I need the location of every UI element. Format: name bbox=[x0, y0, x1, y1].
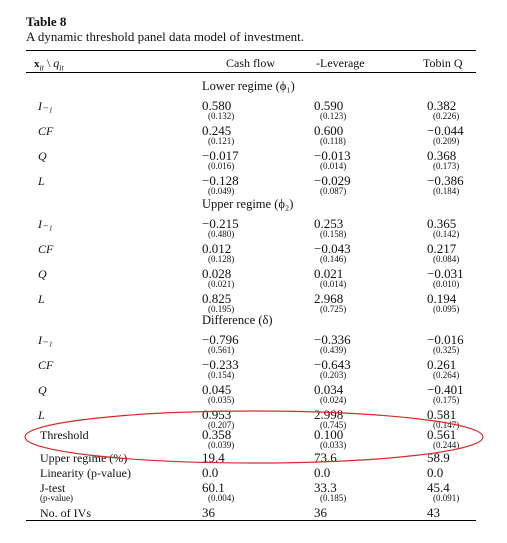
std-error: (0.049) bbox=[208, 186, 235, 196]
std-error: (0.132) bbox=[208, 111, 235, 121]
threshold-value: 0.100 bbox=[314, 427, 344, 442]
coef-value: −0.643 bbox=[314, 357, 351, 372]
threshold-se: (0.244) bbox=[433, 440, 460, 450]
jtest-sublabel: (p-value) bbox=[40, 493, 73, 503]
std-error: (0.014) bbox=[320, 279, 347, 289]
std-error: (0.016) bbox=[208, 161, 235, 171]
std-error: (0.325) bbox=[433, 345, 460, 355]
coef-value: 0.590 bbox=[314, 98, 344, 113]
coef-value: −0.013 bbox=[314, 148, 351, 163]
std-error: (0.226) bbox=[433, 111, 460, 121]
std-error: (0.087) bbox=[320, 186, 347, 196]
header-stub: $x_{it}$ \ $q_{it}$ bbox=[34, 56, 64, 73]
nivs-value: 43 bbox=[427, 505, 440, 520]
table-title: Table 8 bbox=[26, 14, 67, 29]
coef-value: −0.128 bbox=[202, 173, 239, 188]
coef-value: 0.953 bbox=[202, 407, 232, 422]
std-error: (0.561) bbox=[208, 345, 235, 355]
std-error: (0.207) bbox=[208, 420, 235, 430]
threshold-value: 0.358 bbox=[202, 427, 232, 442]
row-label: I₋₁ bbox=[38, 99, 53, 113]
coef-value: −0.401 bbox=[427, 382, 464, 397]
std-error: (0.175) bbox=[433, 395, 460, 405]
coef-value: −0.044 bbox=[427, 123, 464, 138]
coef-value: −0.043 bbox=[314, 241, 351, 256]
coef-value: 0.028 bbox=[202, 266, 232, 281]
jtest-se: (0.004) bbox=[208, 493, 235, 503]
jtest-se: (0.091) bbox=[433, 493, 460, 503]
std-error: (0.173) bbox=[433, 161, 460, 171]
coef-value: 0.012 bbox=[202, 241, 232, 256]
coef-value: 0.382 bbox=[427, 98, 457, 113]
std-error: (0.021) bbox=[208, 279, 235, 289]
coef-value: 0.368 bbox=[427, 148, 457, 163]
linearity-value: 0.0 bbox=[202, 465, 219, 480]
std-error: (0.209) bbox=[433, 136, 460, 146]
std-error: (0.118) bbox=[320, 136, 346, 146]
upper_regime-value: 73.6 bbox=[314, 450, 337, 465]
row-label: L bbox=[38, 292, 45, 306]
coef-value: 0.045 bbox=[202, 382, 232, 397]
coef-value: 0.365 bbox=[427, 216, 457, 231]
coef-value: 0.245 bbox=[202, 123, 232, 138]
jtest-value: 60.1 bbox=[202, 480, 225, 495]
std-error: (0.725) bbox=[320, 304, 347, 314]
upper_regime-label: Upper regime (%) bbox=[40, 451, 128, 465]
std-error: (0.095) bbox=[433, 304, 460, 314]
coef-value: −0.386 bbox=[427, 173, 464, 188]
row-label: L bbox=[38, 174, 45, 188]
std-error: (0.128) bbox=[208, 254, 235, 264]
std-error: (0.439) bbox=[320, 345, 347, 355]
std-error: (0.123) bbox=[320, 111, 347, 121]
std-error: (0.480) bbox=[208, 229, 235, 239]
std-error: (0.745) bbox=[320, 420, 347, 430]
std-error: (0.121) bbox=[208, 136, 235, 146]
table-caption: A dynamic threshold panel data model of investment. bbox=[26, 29, 304, 44]
std-error: (0.158) bbox=[320, 229, 347, 239]
coef-value: −0.017 bbox=[202, 148, 239, 163]
std-error: (0.084) bbox=[433, 254, 460, 264]
row-label: Q bbox=[38, 149, 47, 163]
coef-value: 0.825 bbox=[202, 291, 232, 306]
std-error: (0.024) bbox=[320, 395, 347, 405]
row-label: Q bbox=[38, 267, 47, 281]
row-label: Q bbox=[38, 383, 47, 397]
coef-value: 0.253 bbox=[314, 216, 344, 231]
header-tobin-q: Tobin Q bbox=[423, 56, 463, 70]
nivs-label: No. of IVs bbox=[40, 506, 91, 520]
header-leverage: -Leverage bbox=[316, 56, 365, 70]
row-label: CF bbox=[38, 242, 54, 256]
coef-value: 0.021 bbox=[314, 266, 344, 281]
std-error: (0.154) bbox=[208, 370, 235, 380]
std-error: (0.035) bbox=[208, 395, 235, 405]
coef-value: 0.034 bbox=[314, 382, 344, 397]
section-label: Difference (δ) bbox=[202, 313, 273, 327]
coef-value: −0.215 bbox=[202, 216, 239, 231]
std-error: (0.014) bbox=[320, 161, 347, 171]
jtest-value: 45.4 bbox=[427, 480, 450, 495]
threshold-value: 0.561 bbox=[427, 427, 457, 442]
header-cash-flow: Cash flow bbox=[226, 56, 275, 70]
coef-value: −0.029 bbox=[314, 173, 351, 188]
coef-value: −0.336 bbox=[314, 332, 351, 347]
jtest-value: 33.3 bbox=[314, 480, 337, 495]
coef-value: 2.968 bbox=[314, 291, 344, 306]
threshold-se: (0.033) bbox=[320, 440, 347, 450]
std-error: (0.195) bbox=[208, 304, 235, 314]
row-label: L bbox=[38, 408, 45, 422]
nivs-value: 36 bbox=[202, 505, 215, 520]
nivs-value: 36 bbox=[314, 505, 327, 520]
coef-value: 2.998 bbox=[314, 407, 344, 422]
coef-value: −0.796 bbox=[202, 332, 239, 347]
coef-value: 0.580 bbox=[202, 98, 232, 113]
section-label: Lower regime (ϕ₁) bbox=[202, 79, 295, 93]
std-error: (0.010) bbox=[433, 279, 460, 289]
coef-value: 0.217 bbox=[427, 241, 457, 256]
coef-value: −0.233 bbox=[202, 357, 239, 372]
linearity-value: 0.0 bbox=[427, 465, 444, 480]
std-error: (0.147) bbox=[433, 420, 460, 430]
linearity-value: 0.0 bbox=[314, 465, 331, 480]
section-label: Upper regime (ϕ₂) bbox=[202, 197, 294, 211]
row-label: I₋₁ bbox=[38, 333, 53, 347]
coef-value: 0.194 bbox=[427, 291, 457, 306]
coef-value: 0.261 bbox=[427, 357, 457, 372]
threshold-highlight-ellipse bbox=[25, 411, 483, 463]
jtest-label: J-test bbox=[40, 481, 66, 495]
row-label: I₋₁ bbox=[38, 217, 53, 231]
row-label: CF bbox=[38, 124, 54, 138]
coef-value: 0.600 bbox=[314, 123, 344, 138]
std-error: (0.184) bbox=[433, 186, 460, 196]
upper_regime-value: 19.4 bbox=[202, 450, 225, 465]
std-error: (0.203) bbox=[320, 370, 347, 380]
coef-value: −0.031 bbox=[427, 266, 464, 281]
row-label: CF bbox=[38, 358, 54, 372]
coef-value: 0.581 bbox=[427, 407, 457, 422]
coef-value: −0.016 bbox=[427, 332, 464, 347]
threshold-se: (0.039) bbox=[208, 440, 235, 450]
jtest-se: (0.185) bbox=[320, 493, 347, 503]
threshold-label: Threshold bbox=[40, 428, 89, 442]
upper_regime-value: 58.9 bbox=[427, 450, 450, 465]
std-error: (0.146) bbox=[320, 254, 347, 264]
std-error: (0.264) bbox=[433, 370, 460, 380]
linearity-label: Linearity (p-value) bbox=[40, 466, 131, 480]
std-error: (0.142) bbox=[433, 229, 460, 239]
